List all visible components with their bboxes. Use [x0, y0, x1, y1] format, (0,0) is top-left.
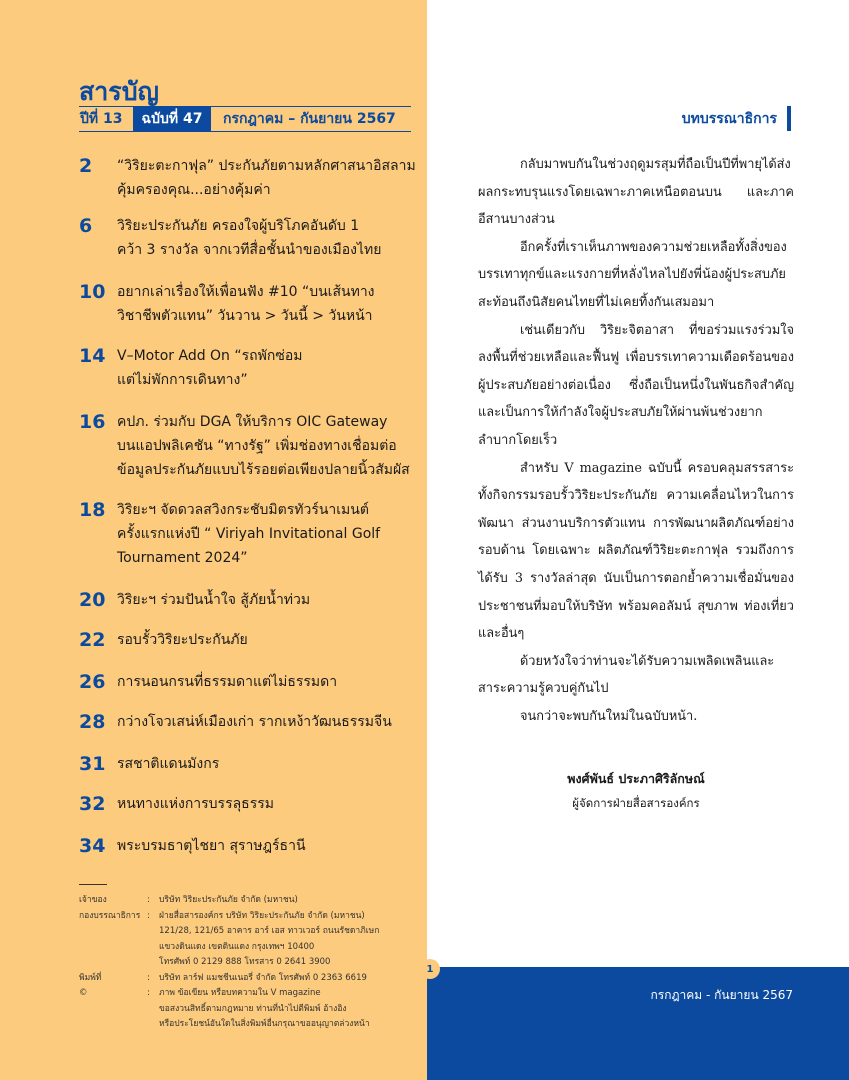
toc-item[interactable] [79, 792, 419, 816]
toc-item[interactable] [79, 628, 419, 652]
toc-page-number: 20 [79, 589, 106, 611]
toc-entry-text [117, 834, 419, 858]
toc-line: วิริยะฯ จัดดวลสวิงกระชับมิตรทัวร์นาเมนต์ [117, 502, 369, 518]
imprint-divider [79, 884, 107, 885]
toc-page-number: 6 [79, 215, 93, 237]
toc-page-number: 28 [79, 711, 106, 733]
toc-entry-text [117, 670, 419, 694]
imprint-row-printer [79, 971, 399, 987]
toc-title: สารบัญ [79, 77, 159, 106]
toc-item[interactable] [79, 154, 419, 202]
toc-item[interactable] [79, 710, 419, 734]
issue-volume: ปีที่ 13 [80, 111, 123, 127]
issue-bar [79, 106, 411, 132]
toc-item[interactable] [79, 588, 419, 612]
imprint-colon: : [147, 910, 150, 921]
toc-item[interactable] [79, 834, 419, 858]
editorial-paragraph: เช่นเดียวกับ วิริยะจิตอาสา ที่ขอร่วมแรงร่วมใจลงพื้นที่ช่วยเหลือและฟื้นฟู เพื่อบรรเทาความเดือดร้อนของผู้ประสบภัยอย่างต่อเนื่อง ซึ่งถือเป็นหนึ่งในพันธกิจสำคัญ และเป็นการให้กำลังใจผู้ประสบภัยให้ผ่านพ้นช่วงยากลำบากโดยเร็ว [478, 322, 794, 448]
issue-number: ฉบับที่ 47 [133, 107, 211, 131]
toc-line: รอบรั้ววิริยะประกันภัย [117, 632, 248, 648]
toc-line: ข้อมูลประกันภัยแบบไร้รอยต่อเพียงปลายนิ้วสัมผัส [117, 462, 410, 478]
imprint-body [159, 971, 399, 987]
toc-entry-text [117, 344, 419, 392]
imprint-line: แขวงดินแดง เขตดินแดง กรุงเทพฯ 10400 [159, 941, 315, 952]
toc-page-number: 18 [79, 499, 106, 521]
toc-line: คว้า 3 รางวัล จากเวทีสื่อชั้นนำของเมืองไทย [117, 242, 382, 258]
toc-line: “วิริยะตะกาฟุล” ประกันภัยตามหลักศาสนาอิสลาม [117, 158, 416, 174]
toc-page-number: 32 [79, 793, 106, 815]
imprint-line: โทรศัพท์ 0 2129 888 โทรสาร 0 2641 3900 [159, 957, 331, 967]
toc-item[interactable] [79, 498, 419, 570]
imprint-row-owner [79, 893, 399, 909]
signature-name: พงศ์พันธ์ ประภาศิริลักษณ์ [567, 771, 705, 786]
toc-line: วิริยะฯ ร่วมปันน้ำใจ สู้ภัยน้ำท่วม [117, 592, 311, 608]
toc-entry-text [117, 498, 419, 570]
imprint-colon: : [147, 972, 150, 983]
imprint-line: ภาพ ข้อเขียน หรือบทความใน V magazine [159, 988, 321, 998]
imprint-line: 121/28, 121/65 อาคาร อาร์ เอส ทาวเวอร์ ถนนรัชดาภิเษก [159, 926, 380, 936]
toc-line: V–Motor Add On “รถพักซ่อม [117, 348, 303, 364]
toc-page-number: 22 [79, 629, 106, 651]
imprint-label: เจ้าของ [79, 895, 107, 905]
toc-item[interactable] [79, 670, 419, 694]
page-number-badge: 1 [420, 959, 440, 979]
toc-entry-text [117, 628, 419, 652]
imprint-line: บริษัท ลาร์ฟ แมชชีนเนอรี่ จำกัด โทรศัพท์ 0 2363 6619 [159, 972, 367, 983]
toc-entry-text [117, 154, 419, 202]
imprint-line: ขอสงวนสิทธิ์ตามกฎหมาย ท่านที่นำไปตีพิมพ์ อ้างอิง [159, 1003, 347, 1014]
editorial-body [478, 151, 794, 730]
editorial-paragraph: กลับมาพบกันในช่วงฤดูมรสุมที่ถือเป็นปีที่พายุได้ส่งผลกระทบรุนแรงโดยเฉพาะภาคเหนือตอนบน และภาคอีสานบางส่วน [478, 157, 794, 228]
editorial-label: บทบรรณาธิการ [672, 106, 791, 131]
imprint-line: ฝ่ายสื่อสารองค์กร บริษัท วิริยะประกันภัย จำกัด (มหาชน) [159, 910, 365, 921]
toc-entry-text [117, 792, 419, 816]
signature-role: ผู้จัดการฝ่ายสื่อสารองค์กร [572, 796, 700, 810]
toc-line: บนแอปพลิเคชัน “ทางรัฐ” เพิ่มช่องทางเชื่อมต่อ [117, 438, 397, 454]
toc-page-number: 31 [79, 753, 106, 775]
toc-entry-text [117, 752, 419, 776]
toc-item[interactable] [79, 280, 419, 328]
imprint-body [159, 893, 399, 909]
toc-entry-text [117, 214, 419, 262]
imprint-label: พิมพ์ที่ [79, 972, 102, 983]
toc-line: กว่างโจวเสน่ห์เมืองเก่า รากเหง้าวัฒนธรรมจีน [117, 714, 392, 730]
toc-page-number: 2 [79, 155, 93, 177]
editorial-paragraph: อีกครั้งที่เราเห็นภาพของความช่วยเหลือทั้งสิ่งของบรรเทาทุกข์และแรงกายที่หลั่งไหลไปยังพี่น้องผู้ประสบภัย สะท้อนถึงนิสัยคนไทยที่ไม่เคยทิ้งกันเสมอมา [478, 239, 787, 310]
imprint-row-editorial [79, 909, 399, 971]
toc-line: ครั้งแรกแห่งปี “ Viriyah Invitational Golf [117, 526, 381, 542]
issue-date: กรกฎาคม – กันยายน 2567 [223, 111, 396, 127]
footer-date: กรกฎาคม - กันยายน 2567 [650, 988, 793, 1002]
toc-entry-text [117, 710, 419, 734]
toc-line: หนทางแห่งการบรรลุธรรม [117, 796, 274, 812]
imprint-row-copyright [79, 986, 399, 1033]
toc-entry-text [117, 588, 419, 612]
toc-item[interactable] [79, 344, 419, 392]
toc-page-number: 14 [79, 345, 106, 367]
imprint-colon: : [147, 895, 150, 905]
imprint-line: บริษัท วิริยะประกันภัย จำกัด (มหาชน) [159, 895, 298, 905]
imprint-label: กองบรรณาธิการ [79, 910, 141, 921]
toc-line: พระบรมธาตุไชยา สุราษฎร์ธานี [117, 838, 306, 854]
toc-line: วิชาชีพตัวแทน” วันวาน > วันนี้ > วันหน้า [117, 308, 373, 324]
imprint-line: หรือประโยชน์อันใดในสิ่งพิมพ์อื่นกรุณาขออนุญาตล่วงหน้า [159, 1019, 370, 1029]
imprint-body [159, 986, 399, 1033]
editorial-paragraph: สำหรับ V magazine ฉบับนี้ ครอบคลุมสรรสาระทั้งกิจกรรมรอบรั้ววิริยะประกันภัย ความเคลื่อนไหวในการพัฒนา ส่วนงานบริการตัวแทน การพัฒนาผลิตภัณฑ์อย่างรอบด้าน โดยเฉพาะ ผลิตภัณฑ์วิริยะตะกาฟุล รวมถึงการได้รับ 3 รางวัลล่าสุด นับเป็นการตอกย้ำความเชื่อมั่นของประชาชนที่มอบให้บริษัท พร้อมคอลัมน์ สุขภาพ ท่องเที่ยว และอื่นๆ [478, 460, 794, 642]
editorial-paragraph: จนกว่าจะพบกันใหม่ในฉบับหน้า. [520, 708, 698, 724]
imprint-label: © [79, 988, 88, 998]
toc-line: แต่ไม่พักการเดินทาง” [117, 372, 248, 388]
toc-line: คุ้มครองคุณ...อย่างคุ้มค่า [117, 182, 271, 198]
toc-page-number: 34 [79, 835, 106, 857]
toc-page-number: 10 [79, 281, 106, 303]
toc-entry-text [117, 410, 419, 482]
imprint [79, 893, 399, 1033]
toc-item[interactable] [79, 752, 419, 776]
toc-item[interactable] [79, 410, 419, 482]
imprint-colon: : [147, 988, 150, 998]
toc-line: อยากเล่าเรื่องให้เพื่อนฟัง #10 “บนเส้นทาง [117, 284, 375, 300]
toc-line: Tournament 2024” [117, 550, 248, 566]
toc-line: วิริยะประกันภัย ครองใจผู้บริโภคอันดับ 1 [117, 218, 360, 234]
toc-line: รสชาติแดนมังกร [117, 756, 220, 772]
footer-band [427, 967, 849, 1080]
toc-page-number: 16 [79, 411, 106, 433]
toc-page-number: 26 [79, 671, 106, 693]
toc-line: คปภ. ร่วมกับ DGA ให้บริการ OIC Gateway [117, 414, 388, 430]
editorial-paragraph: ด้วยหวังใจว่าท่านจะได้รับความเพลิดเพลินและสาระความรู้ควบคู่กันไป [478, 653, 775, 697]
toc-line: การนอนกรนที่ธรรมดาแต่ไม่ธรรมดา [117, 674, 338, 690]
toc-entry-text [117, 280, 419, 328]
imprint-body [159, 909, 399, 971]
toc-item[interactable] [79, 214, 419, 262]
